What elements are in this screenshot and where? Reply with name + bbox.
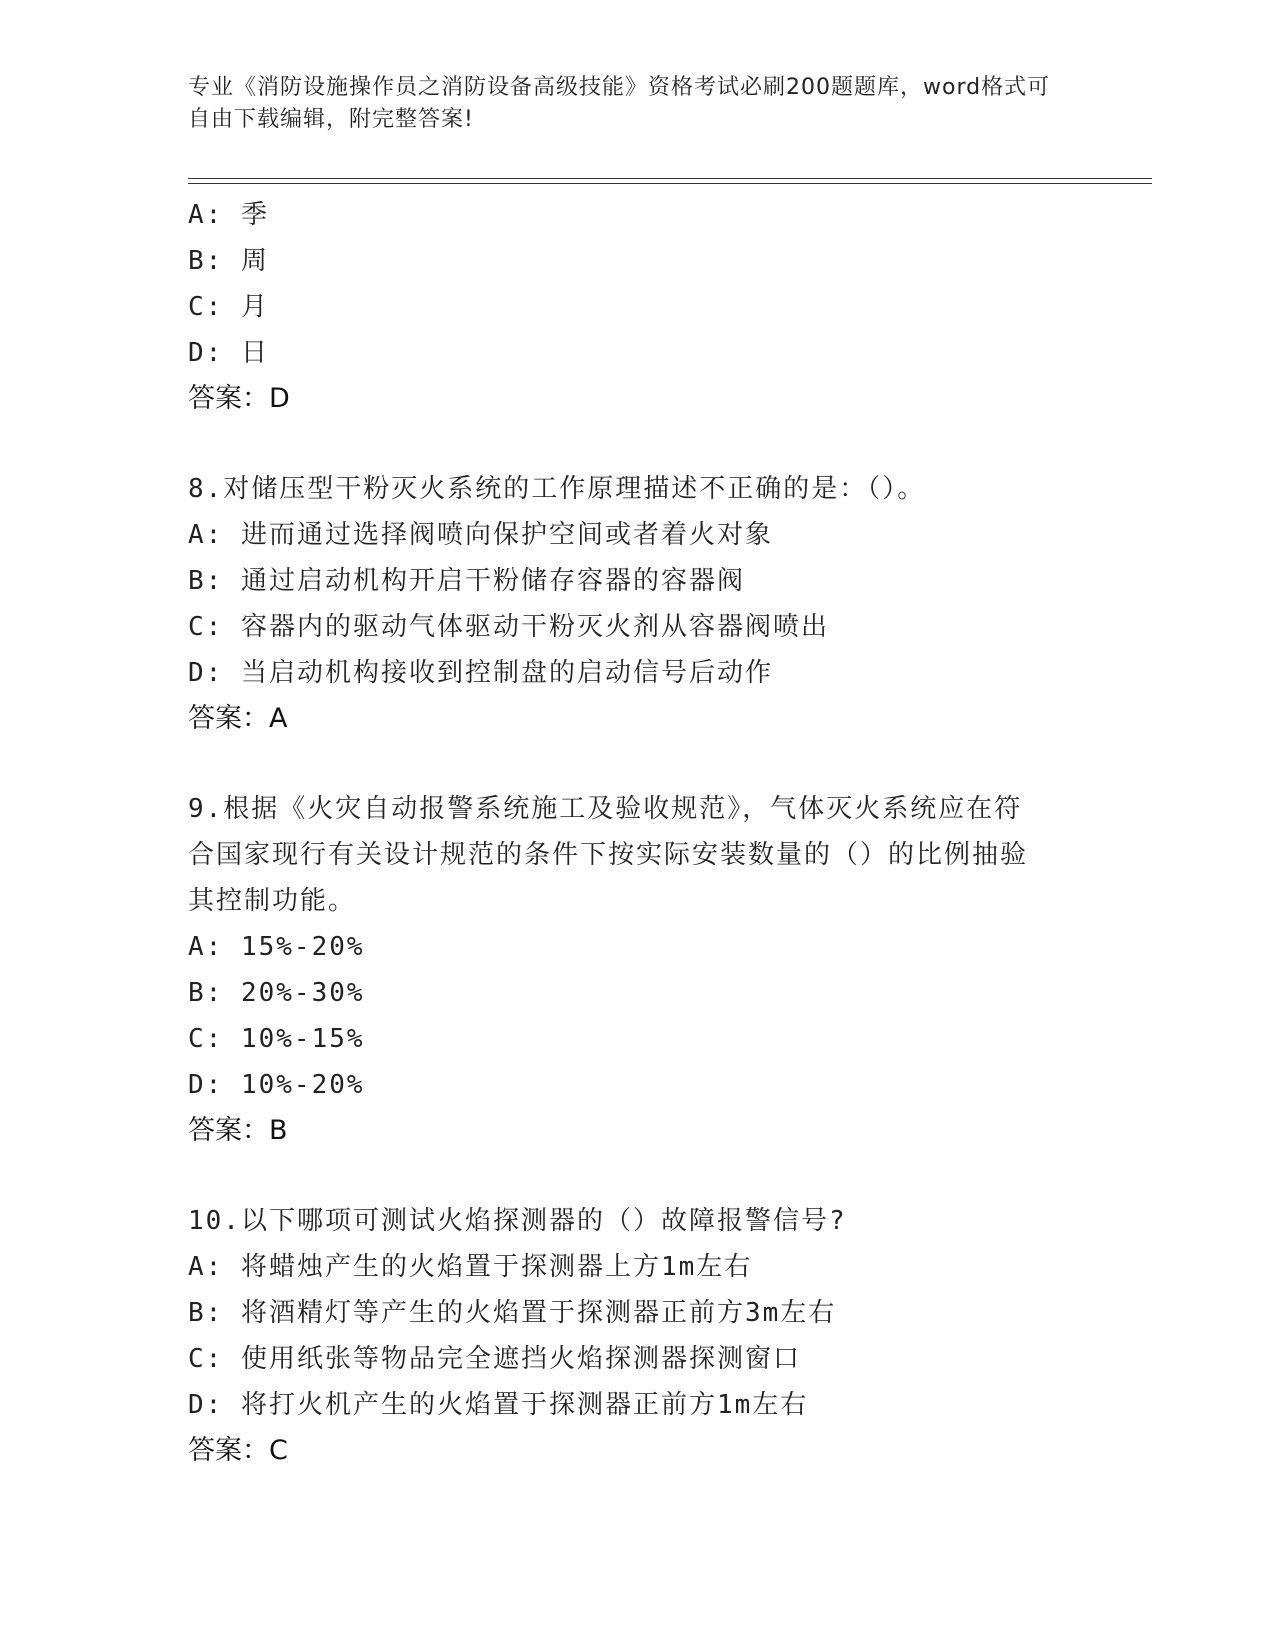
answer-label: 答案：A xyxy=(188,703,288,734)
question-8-block xyxy=(188,466,1088,742)
option-b: B: 20%-30% xyxy=(188,978,365,1008)
question-stem: 8.对储压型干粉灭火系统的工作原理描述不正确的是：（）。 xyxy=(188,474,926,504)
question-stem-line: 合国家现行有关设计规范的条件下按实际安装数量的（）的比例抽验 xyxy=(188,840,1029,870)
document-header: 专业《消防设施操作员之消防设备高级技能》资格考试必刷200题题库，word格式可自由下载编辑，附完整答案! xyxy=(188,75,1051,132)
answer-label: 答案：C xyxy=(188,1435,288,1466)
option-c: C: 容器内的驱动气体驱动干粉灭火剂从容器阀喷出 xyxy=(188,612,829,642)
option-c: C: 月 xyxy=(188,292,269,322)
option-b: B: 将酒精灯等产生的火焰置于探测器正前方3m左右 xyxy=(188,1298,837,1328)
question-stem-line: 其控制功能。 xyxy=(188,886,357,916)
option-d: D: 日 xyxy=(188,338,269,368)
answer-label: 答案：D xyxy=(188,383,290,414)
question-list xyxy=(188,192,1088,1474)
option-c: C: 10%-15% xyxy=(188,1024,365,1054)
answer-label: 答案：B xyxy=(188,1115,288,1146)
question-10-block xyxy=(188,1198,1088,1474)
option-a: A: 15%-20% xyxy=(188,932,365,962)
option-b: B: 通过启动机构开启干粉储存容器的容器阀 xyxy=(188,566,745,596)
question-7-block xyxy=(188,192,1088,422)
header-divider-bottom xyxy=(188,183,1152,184)
question-9-block xyxy=(188,786,1088,1154)
question-stem: 10.以下哪项可测试火焰探测器的（）故障报警信号? xyxy=(188,1206,847,1236)
option-c: C: 使用纸张等物品完全遮挡火焰探测器探测窗口 xyxy=(188,1344,801,1374)
option-a: A: 将蜡烛产生的火焰置于探测器上方1m左右 xyxy=(188,1252,753,1282)
option-d: D: 当启动机构接收到控制盘的启动信号后动作 xyxy=(188,658,773,688)
option-d: D: 将打火机产生的火焰置于探测器正前方1m左右 xyxy=(188,1390,809,1420)
option-d: D: 10%-20% xyxy=(188,1070,365,1100)
option-a: A: 进而通过选择阀喷向保护空间或者着火对象 xyxy=(188,520,773,550)
header-divider-top xyxy=(188,178,1152,179)
option-b: B: 周 xyxy=(188,246,269,276)
question-stem-line: 9.根据《火灾自动报警系统施工及验收规范》，气体灭火系统应在符 xyxy=(188,794,1023,824)
option-a: A: 季 xyxy=(188,200,269,230)
